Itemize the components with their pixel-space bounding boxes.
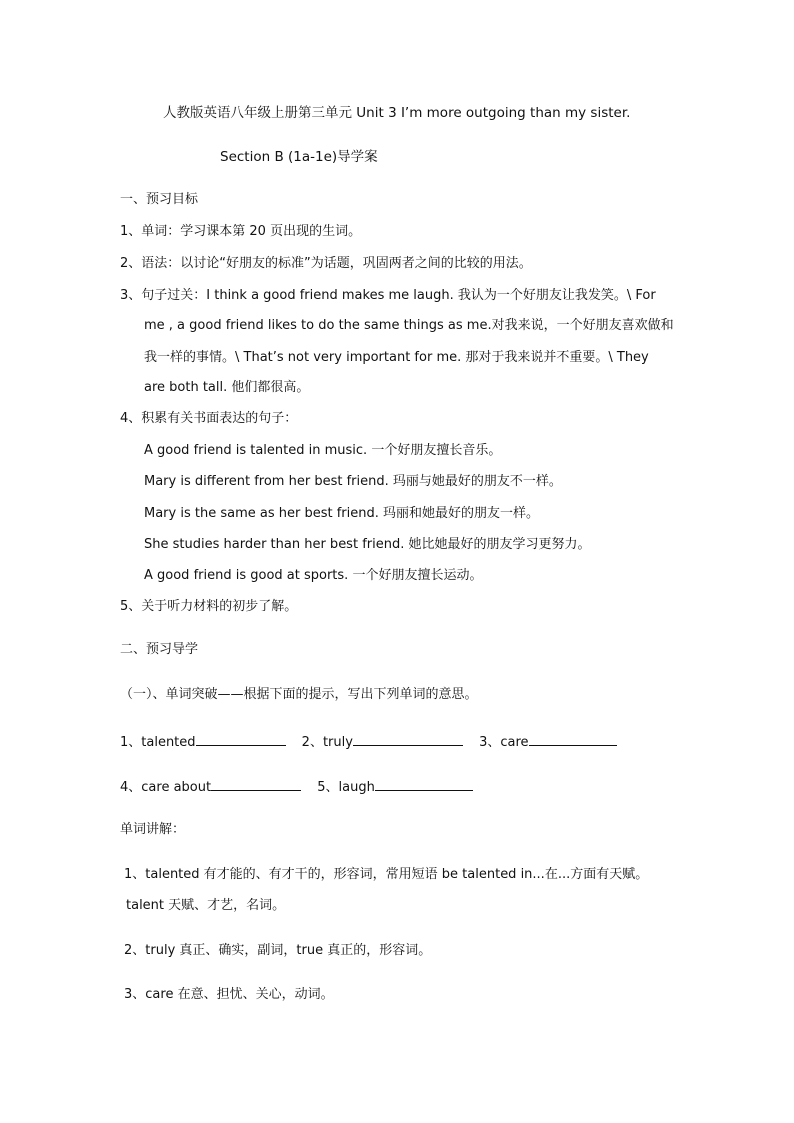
example-sentence: Mary is different from her best friend. 玛丽与她最好的朋友不一样。 xyxy=(144,474,562,489)
vocab-blanks-row-2 xyxy=(120,777,473,797)
vocab-label: 5、laugh xyxy=(317,780,375,795)
goal-item-3-line-3: 我一样的事情。\ That’s not very important for me. 那对于我来说并不重要。\ They xyxy=(144,350,649,365)
section1-heading: 一、预习目标 xyxy=(120,192,199,207)
goal-item-1: 1、单词：学习课本第 20 页出现的生词。 xyxy=(120,224,362,239)
explain-heading: 单词讲解： xyxy=(120,822,186,837)
answer-blank[interactable] xyxy=(211,777,301,791)
vocab-label: 4、care about xyxy=(120,780,212,795)
answer-blank[interactable] xyxy=(375,777,473,791)
vocab-label: 1、talented xyxy=(120,735,196,750)
answer-blank[interactable] xyxy=(529,732,617,746)
explain-item: 3、care 在意、担忧、关心，动词。 xyxy=(124,987,334,1002)
vocab-label: 3、care xyxy=(479,735,529,750)
goal-item-3-line-1: 3、句子过关：I think a good friend makes me laugh. 我认为一个好朋友让我发笑。\ For xyxy=(120,288,656,303)
document-title: 人教版英语八年级上册第三单元 Unit 3 I’m more outgoing than my sister. xyxy=(163,105,631,121)
goal-item-5: 5、关于听力材料的初步了解。 xyxy=(120,599,298,614)
example-sentence: She studies harder than her best friend. 她比她最好的朋友学习更努力。 xyxy=(144,537,591,552)
section2-heading: 二、预习导学 xyxy=(120,642,199,657)
explain-item: talent 天赋、才艺，名词。 xyxy=(126,898,286,913)
goal-item-3-line-4: are both tall. 他们都很高。 xyxy=(144,380,310,395)
explain-item: 1、talented 有才能的、有才干的，形容词，常用短语 be talented in...在...方面有天赋。 xyxy=(124,867,649,882)
example-sentence: A good friend is good at sports. 一个好朋友擅长运动。 xyxy=(144,568,483,583)
example-sentence: Mary is the same as her best friend. 玛丽和她最好的朋友一样。 xyxy=(144,506,539,521)
vocab-label: 2、truly xyxy=(301,735,353,750)
answer-blank[interactable] xyxy=(353,732,463,746)
vocab-blanks-row-1 xyxy=(120,732,617,752)
explain-item: 2、truly 真正、确实，副词，true 真正的，形容词。 xyxy=(124,943,432,958)
goal-item-3-line-2: me , a good friend likes to do the same things as me.对我来说，一个好朋友喜欢做和 xyxy=(144,318,674,333)
example-sentence: A good friend is talented in music. 一个好朋友擅长音乐。 xyxy=(144,443,502,458)
answer-blank[interactable] xyxy=(196,732,286,746)
goal-item-2: 2、语法：以讨论“好朋友的标准”为话题，巩固两者之间的比较的用法。 xyxy=(120,256,532,271)
vocab-instruction: （一）、单词突破——根据下面的提示，写出下列单词的意思。 xyxy=(120,687,478,702)
document-subtitle: Section B (1a-1e)导学案 xyxy=(220,149,378,165)
goal-item-4: 4、积累有关书面表达的句子： xyxy=(120,411,298,426)
